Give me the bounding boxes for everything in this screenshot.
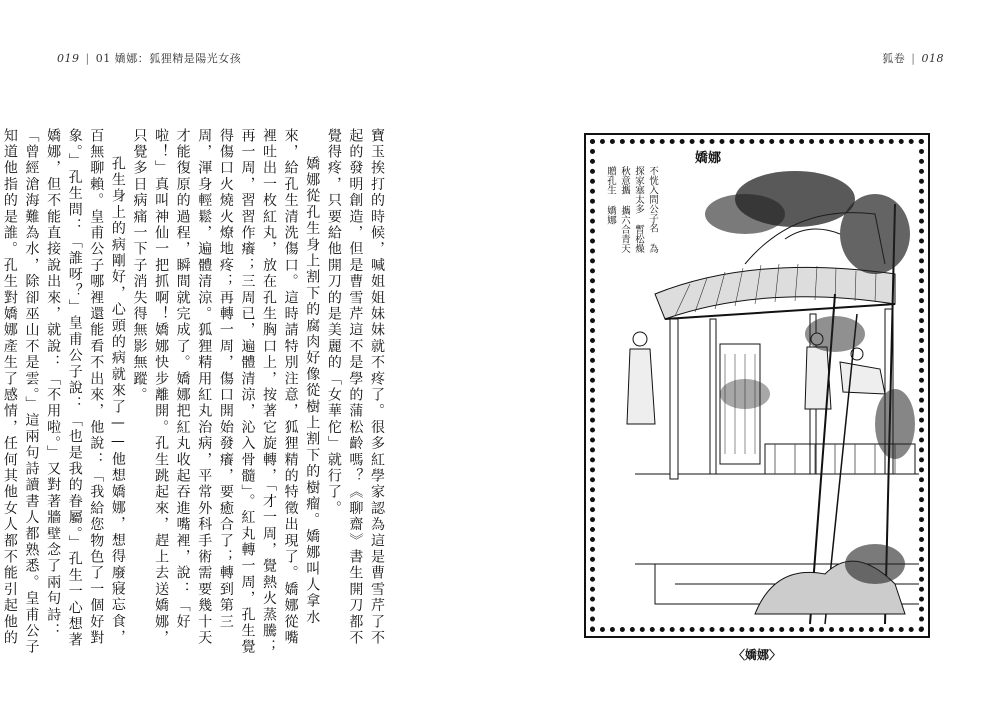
header-separator: | bbox=[911, 52, 916, 65]
paragraph: 寶玉挨打的時候，喊姐姐妹妹就不疼了。很多紅學家認為這是曹雪芹了不起的發明創造，但是曹雪芹這不是學的蒲松齡嗎？《聊齋》書生開刀都不覺得疼，只要給他開刀的是美麗的「女華佗」就行了。 bbox=[325, 128, 385, 647]
inscription-text: 不恍入問公子名 為探家塞太多 暫松燥秋意攜 攜六合青天 贈孔生 嬌娜 bbox=[605, 166, 658, 253]
paragraph: 孔生身上的病剛好，心頭的病就來了——他想嬌娜，想得廢寢忘食，百無聊賴。皇甫公子哪裡還能看不出來，他說：「我給您物色了一個好對象。」孔生問：「誰呀？」皇甫公子說：「也是我的眷屬。」孔生一心想著嬌娜，但不能直接說出來，就說：「不用啦。」又對著牆壁念了兩句詩：「曾經滄海難為水，除卻巫山不是雲。」這兩句詩讀書人都熟悉。皇甫公子知道他指的是誰。孔生對嬌娜產生了感情，任何其他女人都不能引起他的 bbox=[1, 128, 126, 656]
running-header-right bbox=[882, 50, 944, 66]
woodblock-illustration bbox=[584, 133, 930, 638]
inscription-text-holder bbox=[603, 166, 723, 261]
paragraph: 嬌娜從孔生身上割下的腐肉好像從樹上割下的樹瘤。嬌娜叫人拿水來，給孔生清洗傷口。這時請特別注意，狐狸精的特徵出現了。嬌娜從嘴裡吐出一枚紅丸，放在孔生胸口上，按著它旋轉，「才一周，覺熱火蒸騰；再一周，習習作癢；三周已，遍體清涼，沁入骨髓」。紅丸轉一周，孔生覺得傷口火燒火燎地疼；再轉一周，傷口開始發癢，要癒合了；轉到第三周，渾身輕鬆，遍體清涼。狐狸精用紅丸治病，平常外科手術需要幾十天才能復原的過程，瞬間就完成了。嬌娜把紅丸收起吞進嘴裡，說：「好啦！」真叫神仙一把抓啊！嬌娜快步離開。孔生跳起來，趕上去送嬌娜，只覺多日病痛一下子消失得無影無蹤。 bbox=[131, 128, 321, 656]
inscription-title: 嬌娜 bbox=[695, 151, 722, 166]
section-title: 狐卷 bbox=[882, 52, 906, 65]
header-separator: | bbox=[85, 52, 90, 65]
running-header-left bbox=[57, 50, 241, 66]
illustration-image bbox=[595, 144, 919, 627]
body-text bbox=[1, 128, 387, 658]
page-number-left: 019 bbox=[57, 52, 80, 65]
inscription bbox=[695, 150, 721, 166]
page-number-right: 018 bbox=[921, 52, 944, 65]
figure-caption: 〈嬌娜〉 bbox=[732, 648, 781, 662]
chapter-title: 01 嬌娜：狐狸精是陽光女孩 bbox=[95, 52, 242, 65]
